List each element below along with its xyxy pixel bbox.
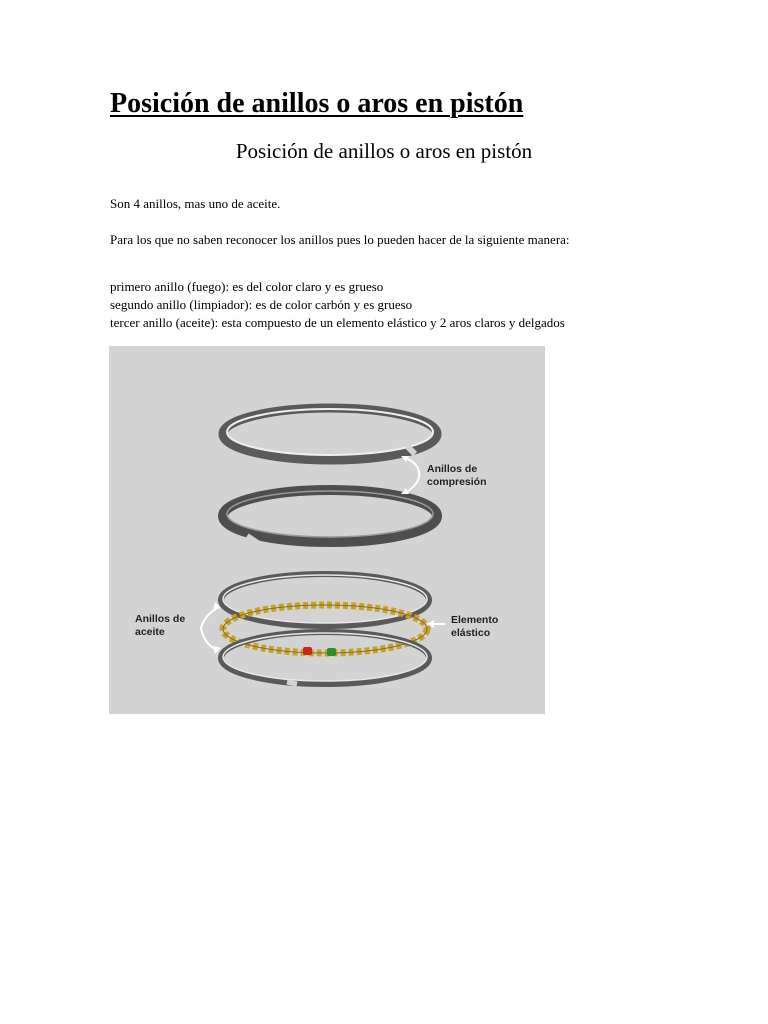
compression-label-line1: Anillos de [427, 463, 478, 475]
piston-rings-figure [109, 346, 545, 714]
expander-label-line2: elástico [451, 627, 491, 639]
ring-description-3: tercer anillo (aceite): esta compuesto de un elemento elástico y 2 aros claros y delgados [110, 315, 565, 330]
oil-label-line1: Anillos de [135, 613, 186, 625]
page-subtitle: Posición de anillos o aros en pistón [235, 139, 533, 163]
expander-label-line1: Elemento [451, 614, 499, 626]
expander-marker-green [327, 648, 336, 656]
instruction-text: Para los que no saben reconocer los anillos pues lo pueden hacer de la siguiente manera: [110, 232, 570, 247]
oil-label-line2: aceite [135, 626, 165, 638]
piston-rings-illustration [109, 346, 545, 714]
compression-label-line2: compresión [427, 476, 487, 488]
ring-description-1: primero anillo (fuego): es del color claro y es grueso [110, 279, 384, 294]
intro-text: Son 4 anillos, mas uno de aceite. [110, 196, 281, 211]
figure-background [109, 346, 545, 714]
expander-marker-red [303, 647, 312, 655]
page-title: Posición de anillos o aros en pistón [110, 88, 524, 119]
ring-description-2: segundo anillo (limpiador): es de color carbón y es grueso [110, 297, 413, 312]
